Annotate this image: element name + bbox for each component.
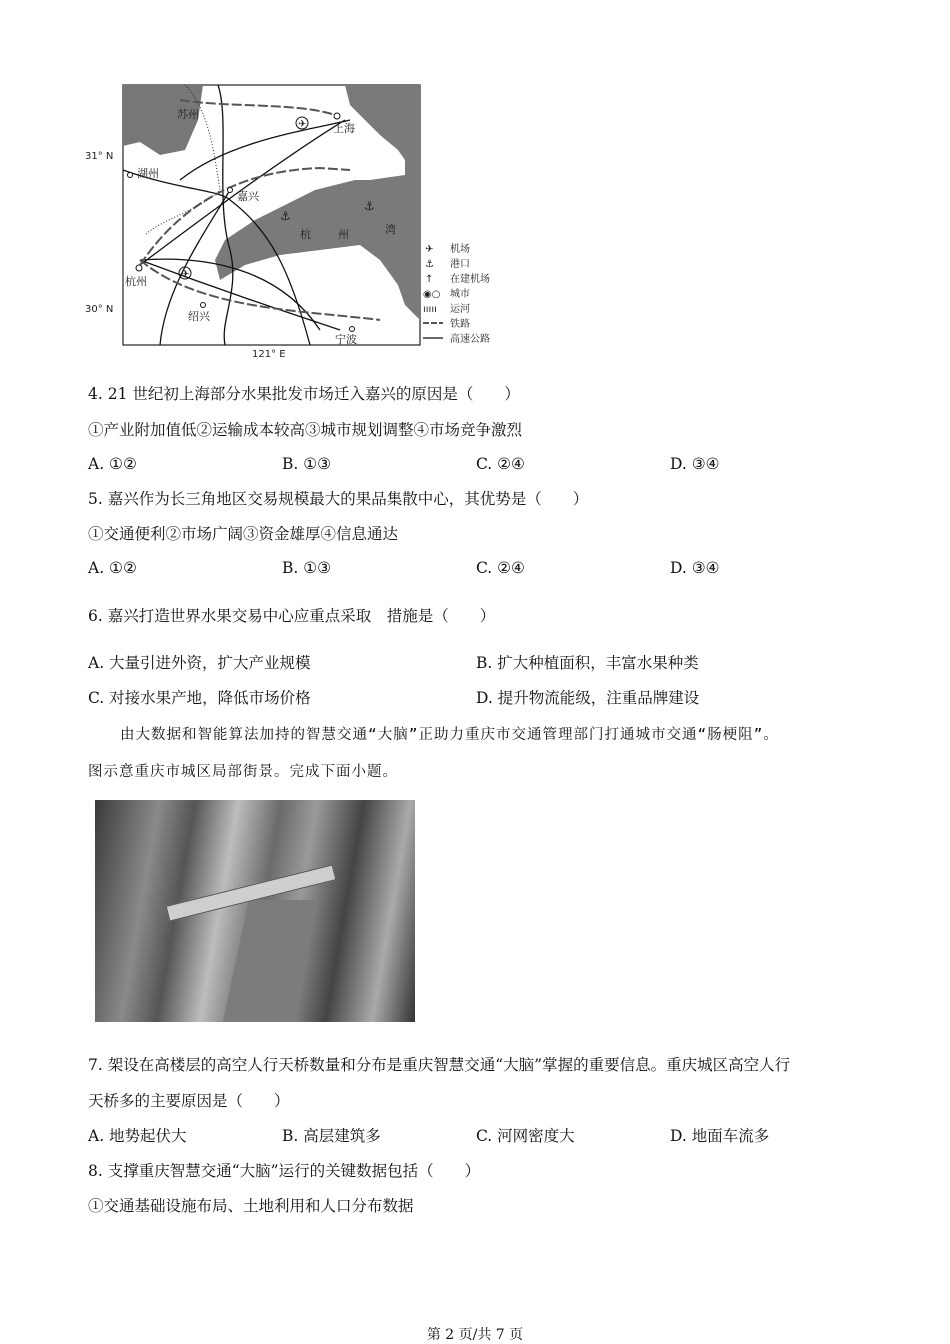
legend-airport: 机场 — [450, 244, 470, 255]
label-bay: 杭 — [300, 228, 311, 241]
q8-item-1: ①交通基础设施布局、土地利用和人口分布数据 — [88, 1197, 414, 1215]
svg-text:⚓: ⚓ — [280, 209, 291, 223]
label-huzhou: 湖州 — [137, 167, 159, 180]
q7-option-d: D. 地面车流多 — [670, 1127, 770, 1145]
lon-121-label: 121° E — [252, 349, 286, 360]
q4-option-b: B. ①③ — [282, 455, 332, 473]
q7-stem-line-2: 天桥多的主要原因是（ ） — [88, 1092, 290, 1110]
q7-option-a: A. 地势起伏大 — [88, 1127, 187, 1145]
street — [221, 900, 319, 1022]
q6-stem: 6. 嘉兴打造世界水果交易中心应重点采取 措施是（ ） — [88, 607, 496, 625]
yangtze-delta-map — [80, 80, 510, 370]
label-shaoxing: 绍兴 — [188, 310, 210, 323]
page-footer: 第 2 页/共 7 页 — [426, 1327, 524, 1343]
svg-text:✈: ✈ — [425, 244, 434, 255]
passage-line-2: 图示意重庆市城区局部街景。完成下面小题。 — [88, 764, 398, 780]
q6-option-b: B. 扩大种植面积，丰富水果种类 — [476, 654, 699, 672]
q4-option-c: C. ②④ — [476, 455, 525, 473]
svg-text:↑: ↑ — [425, 274, 434, 285]
q7-option-c: C. 河网密度大 — [476, 1127, 575, 1145]
q5-option-a: A. ①② — [88, 559, 137, 577]
chongqing-street-photo — [95, 800, 415, 1022]
q6-option-c: C. 对接水果产地，降低市场价格 — [88, 689, 311, 707]
legend-railway: 铁路 — [450, 319, 470, 330]
svg-text:◉○: ◉○ — [423, 289, 441, 300]
q4-option-d: D. ③④ — [670, 455, 720, 473]
legend-port: 港口 — [450, 259, 470, 270]
svg-text:✈: ✈ — [298, 119, 307, 130]
label-hangzhou: 杭州 — [125, 275, 147, 288]
q4-option-a: A. ①② — [88, 455, 137, 473]
legend-city: 城市 — [450, 289, 470, 300]
label-bay: 州 — [338, 228, 349, 241]
label-jiaxing: 嘉兴 — [237, 190, 259, 203]
label-shanghai: 上海 — [333, 122, 355, 135]
q4-stem: 4. 21 世纪初上海部分水果批发市场迁入嘉兴的原因是（ ） — [88, 385, 520, 403]
q5-option-b: B. ①③ — [282, 559, 332, 577]
q5-stem: 5. 嘉兴作为长三角地区交易规模最大的果品集散中心，其优势是（ ） — [88, 490, 589, 508]
q4-items: ①产业附加值低②运输成本较高③城市规划调整④市场竞争激烈 — [88, 421, 523, 439]
legend-canal: 运河 — [450, 304, 470, 315]
svg-text:ııııı: ııııı — [423, 304, 437, 315]
label-ningbo: 宁波 — [335, 333, 357, 346]
passage-line-1: 由大数据和智能算法加持的智慧交通“大脑”正助力重庆市交通管理部门打通城市交通“肠梗阻”。 — [120, 727, 779, 743]
q8-stem: 8. 支撑重庆智慧交通“大脑”运行的关键数据包括（ ） — [88, 1162, 481, 1180]
map-legend — [423, 242, 490, 345]
q5-option-d: D. ③④ — [670, 559, 720, 577]
q6-option-d: D. 提升物流能级，注重品牌建设 — [476, 689, 700, 707]
q6-option-a: A. 大量引进外资，扩大产业规模 — [88, 654, 311, 672]
label-suzhou: 苏州 — [177, 108, 199, 121]
svg-text:⚓: ⚓ — [425, 259, 434, 270]
legend-airport-under-construction: 在建机场 — [450, 274, 490, 285]
svg-text:✈: ✈ — [181, 269, 190, 280]
q5-option-c: C. ②④ — [476, 559, 525, 577]
label-bay: 湾 — [385, 223, 396, 236]
legend-highway: 高速公路 — [450, 334, 490, 345]
q7-option-b: B. 高层建筑多 — [282, 1127, 381, 1145]
svg-text:⚓: ⚓ — [364, 199, 375, 213]
q7-stem-line-1: 7. 架设在高楼层的高空人行天桥数量和分布是重庆智慧交通“大脑”掌握的重要信息。重庆城区高空人行 — [88, 1056, 791, 1074]
lat-31-label: 31° N — [85, 151, 114, 162]
q5-items: ①交通便利②市场广阔③资金雄厚④信息通达 — [88, 525, 399, 543]
lat-30-label: 30° N — [85, 304, 114, 315]
